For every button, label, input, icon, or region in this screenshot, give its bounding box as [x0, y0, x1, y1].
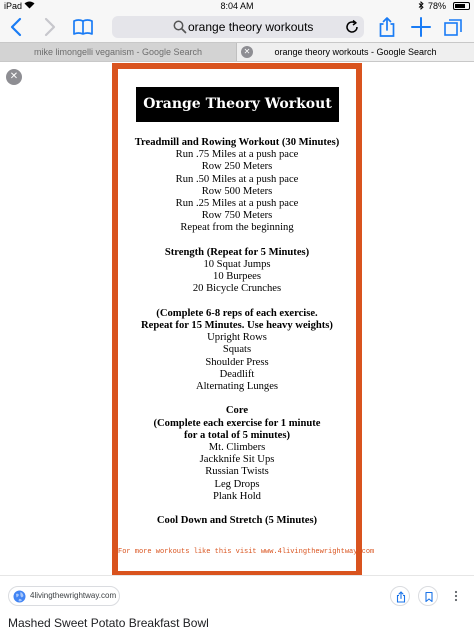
- battery-percentage: 78%: [428, 1, 447, 11]
- poster-exercise: Run .25 Miles at a push pace: [175, 198, 299, 210]
- back-icon[interactable]: [6, 16, 28, 38]
- search-icon: [172, 19, 188, 35]
- tab-mike-limongelli[interactable]: mike limongelli veganism - Google Search: [0, 43, 237, 61]
- poster-exercise: Leg Drops: [214, 478, 260, 490]
- poster-exercise: Jackknife Sit Ups: [199, 454, 275, 466]
- battery-icon: [453, 2, 470, 10]
- poster-footer: For more workouts like this visit www.4livingthewrightway.com: [118, 548, 375, 556]
- poster-exercise: Plank Hold: [213, 490, 261, 502]
- bluetooth-icon: [418, 1, 424, 12]
- poster-spacer: [118, 296, 356, 308]
- new-tab-icon[interactable]: [410, 16, 432, 38]
- poster-exercise: 10 Burpees: [213, 271, 261, 283]
- poster-exercise: 20 Bicycle Crunches: [192, 283, 282, 295]
- source-domain: 4livingthewrightway.com: [30, 591, 117, 600]
- poster-heading: (Complete each exercise for 1 minute: [153, 417, 321, 429]
- share-icon[interactable]: [376, 16, 398, 38]
- poster-exercise: Row 750 Meters: [201, 210, 273, 222]
- status-time: 8:04 AM: [220, 1, 254, 11]
- poster-exercise: 10 Squat Jumps: [203, 259, 271, 271]
- bookmarks-icon[interactable]: [72, 16, 94, 38]
- close-tab-icon[interactable]: ✕: [241, 46, 253, 58]
- source-chip[interactable]: [8, 586, 120, 606]
- page-content: [0, 62, 474, 632]
- poster-spacer: [118, 503, 356, 515]
- poster-body: [118, 137, 356, 527]
- poster-heading: Repeat for 15 Minutes. Use heavy weights): [141, 320, 333, 332]
- globe-icon: [13, 590, 26, 603]
- poster-exercise: Mt. Climbers: [208, 442, 266, 454]
- share-result-button[interactable]: [390, 586, 410, 606]
- poster-exercise: Alternating Lunges: [195, 381, 279, 393]
- poster-exercise: Run .75 Miles at a push pace: [175, 149, 299, 161]
- workout-poster[interactable]: [112, 63, 375, 577]
- reload-icon[interactable]: [344, 19, 360, 35]
- address-bar[interactable]: [112, 16, 364, 38]
- poster-exercise: Shoulder Press: [205, 356, 269, 368]
- result-title[interactable]: Mashed Sweet Potato Breakfast Bowl: [8, 616, 209, 630]
- poster-exercise: Row 250 Meters: [201, 161, 273, 173]
- poster-heading: Cool Down and Stretch (5 Minutes): [156, 515, 318, 527]
- poster-exercise: Row 500 Meters: [201, 185, 273, 197]
- poster-exercise: Russian Twists: [205, 466, 269, 478]
- poster-heading: Core: [225, 405, 249, 417]
- poster-spacer: [118, 235, 356, 247]
- poster-heading: (Complete 6-8 reps of each exercise.: [156, 307, 318, 319]
- address-text: orange theory workouts: [188, 20, 314, 34]
- status-bar: [0, 0, 474, 12]
- poster-exercise: Squats: [222, 344, 252, 356]
- save-result-button[interactable]: [418, 586, 438, 606]
- tab-bar: [0, 42, 474, 62]
- poster-title-box: [136, 87, 339, 122]
- poster-exercise: Upright Rows: [207, 332, 267, 344]
- poster-exercise: Repeat from the beginning: [180, 222, 294, 234]
- poster-exercise: Deadlift: [219, 368, 255, 380]
- result-source-row: [0, 575, 474, 615]
- poster-title: Orange Theory Workout: [143, 96, 332, 112]
- close-icon[interactable]: ✕: [6, 69, 22, 85]
- poster-heading: for a total of 5 minutes): [183, 429, 291, 441]
- poster-heading: Treadmill and Rowing Workout (30 Minutes): [134, 137, 340, 148]
- forward-icon[interactable]: [38, 16, 60, 38]
- poster-heading: Strength (Repeat for 5 Minutes): [164, 246, 310, 258]
- poster-exercise: Run .50 Miles at a push pace: [175, 173, 299, 185]
- more-options-icon[interactable]: [446, 586, 466, 606]
- poster-spacer: [118, 393, 356, 405]
- tab-orange-theory[interactable]: orange theory workouts - Google Search: [237, 43, 474, 61]
- carrier-label: iPad: [4, 1, 23, 11]
- browser-toolbar: [0, 12, 474, 42]
- tabs-overview-icon[interactable]: [442, 16, 464, 38]
